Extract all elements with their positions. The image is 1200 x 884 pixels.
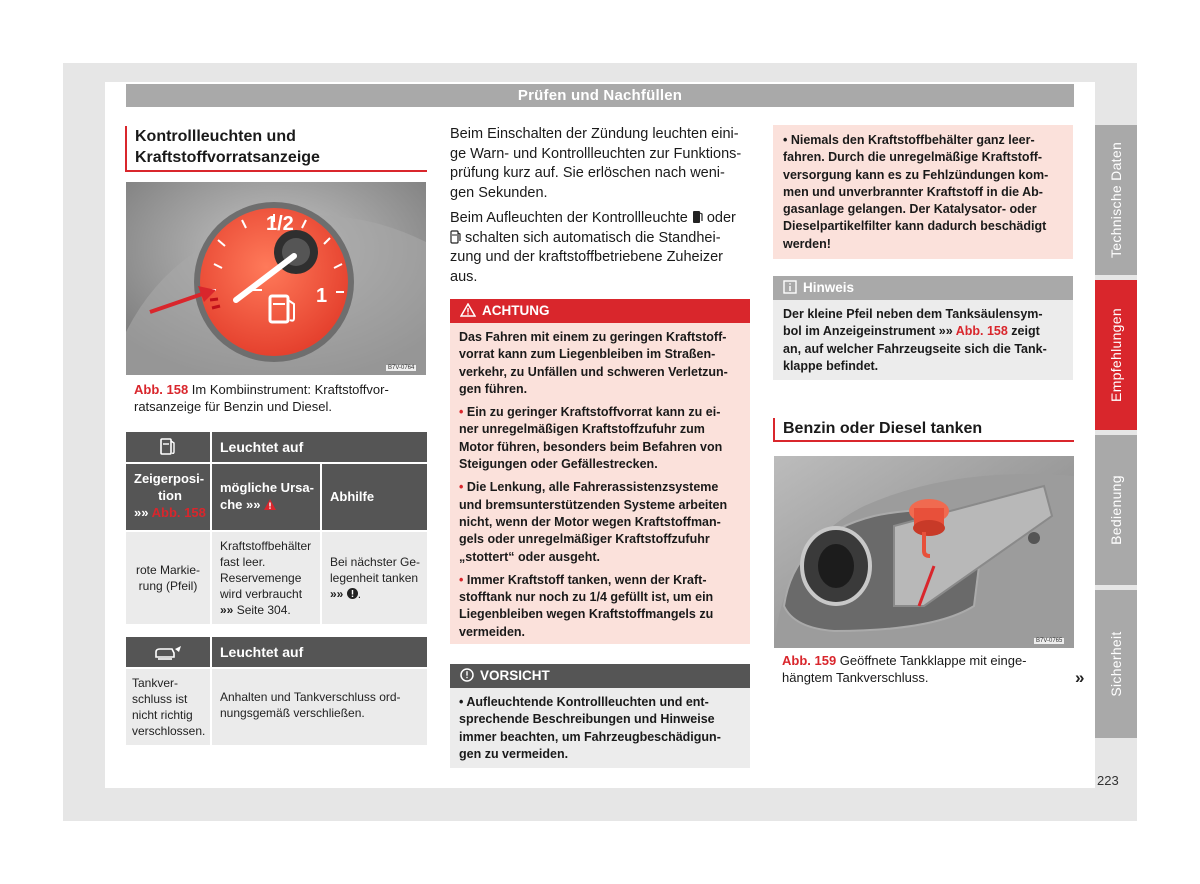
text-line: werden! [783,236,831,251]
text-line: „stottert“ oder ausgeht. [459,549,600,564]
bullet-icon: • [459,480,467,495]
note-box-hinweis [773,276,1073,380]
side-tab-label: Sicherheit [1108,631,1124,697]
table-cell-remedy [322,532,427,624]
fuel-pump-filled-icon [692,210,703,224]
text-line: aus. [450,268,478,285]
text-line: men und unverbrannter Kraftstoff in die Ab- [783,184,1043,199]
caption-text: hängtem Tankverschluss. [782,670,929,685]
table-head-label: Leuchtet auf [212,637,427,667]
cell-text: Reservemenge [220,571,302,585]
caption-text: Im Kombiinstrument: Kraftstoffvor- [188,382,389,397]
figure-label: Abb. 158 [134,382,189,397]
warning-bullet [459,572,740,641]
standby-heater-paragraph [450,209,750,287]
text-line: oder [702,210,736,226]
intro-paragraph [450,125,750,203]
cell-text: Anhalten und Tankverschluss ord- [220,690,401,704]
warning-box-title: ACHTUNG [482,303,550,318]
warning-box-achtung [450,299,750,644]
text-line: klappe befindet. [783,358,879,373]
figure-code: B7V-0764 [388,365,415,371]
text-line: zeigt [1007,324,1040,339]
section-marker [125,126,127,170]
figure-caption-158 [134,381,389,415]
table-fuel-warning [126,432,427,624]
warning-box-body [450,323,750,649]
text-line: gen zu vermeiden. [459,746,569,761]
fuel-flap-illustration [774,456,1074,648]
fuel-pump-outline-icon [450,230,461,244]
text-line: Beim Einschalten der Zündung leuchten eini- [450,126,739,142]
text-line: stofftank nur noch zu 1/4 gefüllt ist, um ein [459,590,714,605]
caption-text: ratsanzeige für Benzin und Diesel. [134,399,333,414]
note-box-header [773,276,1073,300]
warning-box-body [773,125,1073,253]
side-tab-technische-daten[interactable] [1095,125,1137,275]
table-cell-status [126,669,210,745]
warning-intro [459,329,740,398]
warning-bullet [459,479,740,565]
ref-arrow: »» [330,587,347,601]
side-tab-bedienung[interactable] [1095,435,1137,585]
section-title-line: Kontrollleuchten und [135,128,296,145]
cell-text: Kraftstoffbehälter [220,539,312,553]
cell-text: nungsgemäß verschließen. [220,706,365,720]
text-line: gasanlage gelangen. Der Katalysator- oder [783,202,1037,217]
cell-text: fast leer. [220,555,266,569]
text-line: vermeiden. [459,624,526,639]
bullet-icon: • [783,133,791,147]
note-box-title: Hinweis [803,280,855,295]
section-title-refuel: Benzin oder Diesel tanken [783,420,983,437]
col-head-text: che [220,497,243,512]
text-line: nicht, wenn der Motor wegen Kraftstoffman- [459,514,721,529]
text-line: fahren. Durch die unregelmäßige Kraftstoff- [783,150,1043,165]
cell-text: Bei nächster Ge- [330,555,421,569]
table-cell-position [126,532,210,624]
text-line: gels oder unregelmäßiger Kraftstoffzufuhr [459,532,710,547]
section-rule [773,440,1074,442]
warning-triangle-icon [460,303,476,317]
cell-text: legenheit tanken [330,571,419,585]
cell-text: Tankver- [132,676,179,690]
text-line: an, auf welcher Fahrzeugseite sich die Tank- [783,341,1047,356]
page-header: Prüfen und Nachfüllen [126,84,1074,107]
side-tab-sicherheit[interactable] [1095,590,1137,738]
text-line: bol im Anzeigeinstrument [783,324,936,339]
ref-arrow: »» [242,497,265,512]
text-line: Immer Kraftstoff tanken, wenn der Kraft- [466,572,707,587]
col-head-text: tion [158,488,182,503]
cell-text: . [357,587,362,601]
fuel-empty-warning-box [773,125,1073,259]
text-line: Ein zu geringer Kraftstoffvorrat kann zu ei- [466,405,721,420]
text-line: sprechende Beschreibungen und Hinweise [459,712,715,727]
page-reference-link[interactable]: Seite 304. [233,603,291,617]
info-circle-icon [347,588,358,599]
gauge-half-label: 1/2 [266,213,294,235]
bullet-icon: • [459,695,467,709]
text-line: Aufleuchtende Kontrollleuchten und ent- [466,695,709,709]
text-line: Beim Aufleuchten der Kontrollleuchte [450,210,692,226]
text-line: Niemals den Kraftstoffbehälter ganz leer- [790,133,1035,147]
table-col-cause [212,464,320,530]
side-tab-label: Empfehlungen [1108,308,1124,402]
section-title-fuel-gauge [135,126,320,168]
figure-fuel-gauge [126,182,426,375]
table-col-position [126,464,210,530]
figure-reference-link[interactable]: Abb. 158 [955,324,1008,339]
cell-text: wird verbraucht [220,587,303,601]
text-line: gen Sekunden. [450,184,548,201]
bullet-icon: • [459,572,467,587]
text-line: Liegenbleiben wegen Kraftstoffmangels zu [459,607,714,622]
warning-bullet [459,404,740,473]
text-line: Dieselpartikelfilter kann dadurch beschädigt [783,219,1047,234]
text-line: vorrat kann zum Liegenbleiben im Straßen- [459,347,716,362]
table-col-remedy: Abhilfe [322,464,427,530]
cell-text: rung (Pfeil) [138,579,198,593]
side-tab-empfehlungen[interactable] [1095,280,1137,430]
ref-arrow: »» [935,324,956,339]
section-rule [125,170,427,172]
table-cell-action [212,669,427,745]
caption-text: Geöffnete Tankklappe mit einge- [836,653,1027,668]
text-line: immer beachten, um Fahrzeugbeschädigun- [459,729,721,744]
text-line: gen führen. [459,381,528,396]
cell-text: nicht richtig [132,708,193,722]
table-fuel-cap [126,637,427,745]
text-line: Die Lenkung, alle Fahrerassistenzsysteme [466,480,719,495]
figure-label: Abb. 159 [782,653,837,668]
section-title-line: Kraftstoffvorratsanzeige [135,149,320,166]
table-head-label: Leuchtet auf [212,432,427,462]
continue-arrow-icon[interactable]: » [1075,668,1085,687]
text-line: ner unregelmäßigen Kraftstoffzufuhr zum [459,422,705,437]
text-line: und bremsunterstützenden Systeme arbeiten [459,497,728,512]
col-head-text: Zeigerposi- [134,471,205,486]
figure-reference-link[interactable]: Abb. 158 [151,505,206,520]
figure-fuel-flap [774,456,1074,648]
caution-box-title: VORSICHT [480,668,550,683]
fuel-cap-icon [126,637,210,667]
text-line: zung und der kraftstoffbetriebene Zuheizer [450,249,723,265]
table-cell-cause [212,532,320,624]
caution-box-body [450,688,750,771]
text-line: prüfung kurz auf. Sie erlöschen nach weni- [450,165,725,181]
warning-triangle-icon [264,499,276,510]
text-line: schalten sich automatisch die Standhei- [461,229,721,246]
text-line: Motor führen, besonders beim Befahren von [459,439,723,454]
ref-arrow: »» [134,505,149,520]
text-line: Der kleine Pfeil neben dem Tanksäulensym- [783,307,1043,321]
side-tab-label: Bedienung [1108,475,1124,545]
gauge-full-label: 1 [316,285,328,307]
text-line: versorgung kann es zu Fehlzündungen kom- [783,167,1049,182]
fuel-pump-icon [126,432,210,462]
note-box-body [773,300,1073,383]
info-square-icon [783,280,797,294]
fuel-gauge-illustration [126,182,426,375]
caution-box-vorsicht [450,664,750,768]
caution-box-header [450,664,750,688]
col-head-text: mögliche Ursa- [220,480,314,495]
section-marker [773,418,775,440]
warning-box-header [450,299,750,323]
ref-arrow: »» [220,603,234,617]
side-tab-label: Technische Daten [1108,141,1124,259]
info-circle-icon [460,668,474,682]
text-line: Steigungen oder Gefällestrecken. [459,457,658,472]
bullet-icon: • [459,405,467,420]
text-line: verkehr, zu Unfällen und schweren Verletzun- [459,364,728,379]
page-number: 223 [1097,773,1119,788]
cell-text: verschlossen. [132,724,206,738]
text-line: ge Warn- und Kontrollleuchten zur Funktions- [450,145,742,162]
figure-caption-159 [782,652,1027,686]
table-icon-cell [126,637,210,667]
cell-text: schluss ist [132,692,188,706]
text-line: Das Fahren mit einem zu geringen Kraftstoff- [459,330,727,344]
table-icon-cell [126,432,210,462]
figure-code: B7V-0765 [1036,638,1063,644]
cell-text: rote Markie- [135,563,200,577]
